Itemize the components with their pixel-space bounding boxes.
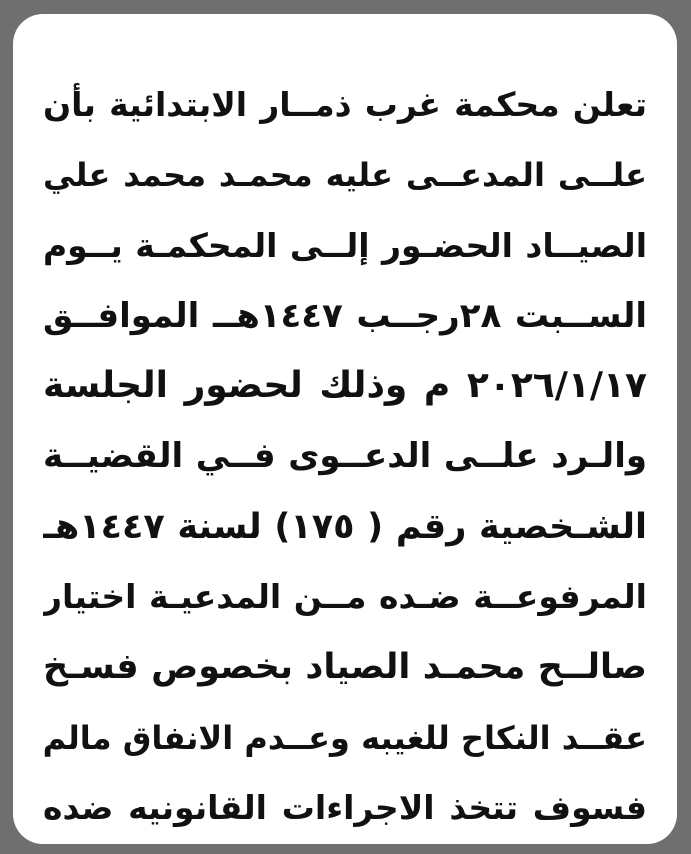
- notice-line: الشـخصية رقم ( ١٧٥) لسنة ١٤٤٧هـ: [43, 506, 647, 547]
- notice-card: [13, 14, 677, 844]
- notice-line: ٢٠٢٦/١/١٧ م وذلك لحضور الجلسة: [43, 365, 647, 407]
- notice-line: عقــد النكاح للغيبه وعــدم الانفاق مالم: [43, 718, 647, 757]
- notice-line: الصيــاد الحضـور إلــى المحكمـة يــوم: [43, 225, 647, 265]
- notice-line: علــى المدعــى عليه محمـد محمد علي: [43, 156, 647, 195]
- notice-line: والـرد علــى الدعــوى فــي القضيــة: [43, 436, 647, 477]
- court-notice-text: [43, 70, 647, 843]
- notice-line: المرفوعــة ضـده مــن المدعيـة اختيار: [43, 577, 647, 617]
- notice-line: فسوف تتخذ الاجراءات القانونيه ضده: [43, 787, 647, 827]
- notice-line: صالــح محمـد الصياد بخصوص فسـخ: [43, 647, 647, 688]
- notice-line: تعلن محكمة غرب ذمــار الابتدائية بأن: [43, 85, 647, 124]
- notice-line: الســبت ٢٨رجــب ١٤٤٧هــ الموافــق: [43, 295, 647, 336]
